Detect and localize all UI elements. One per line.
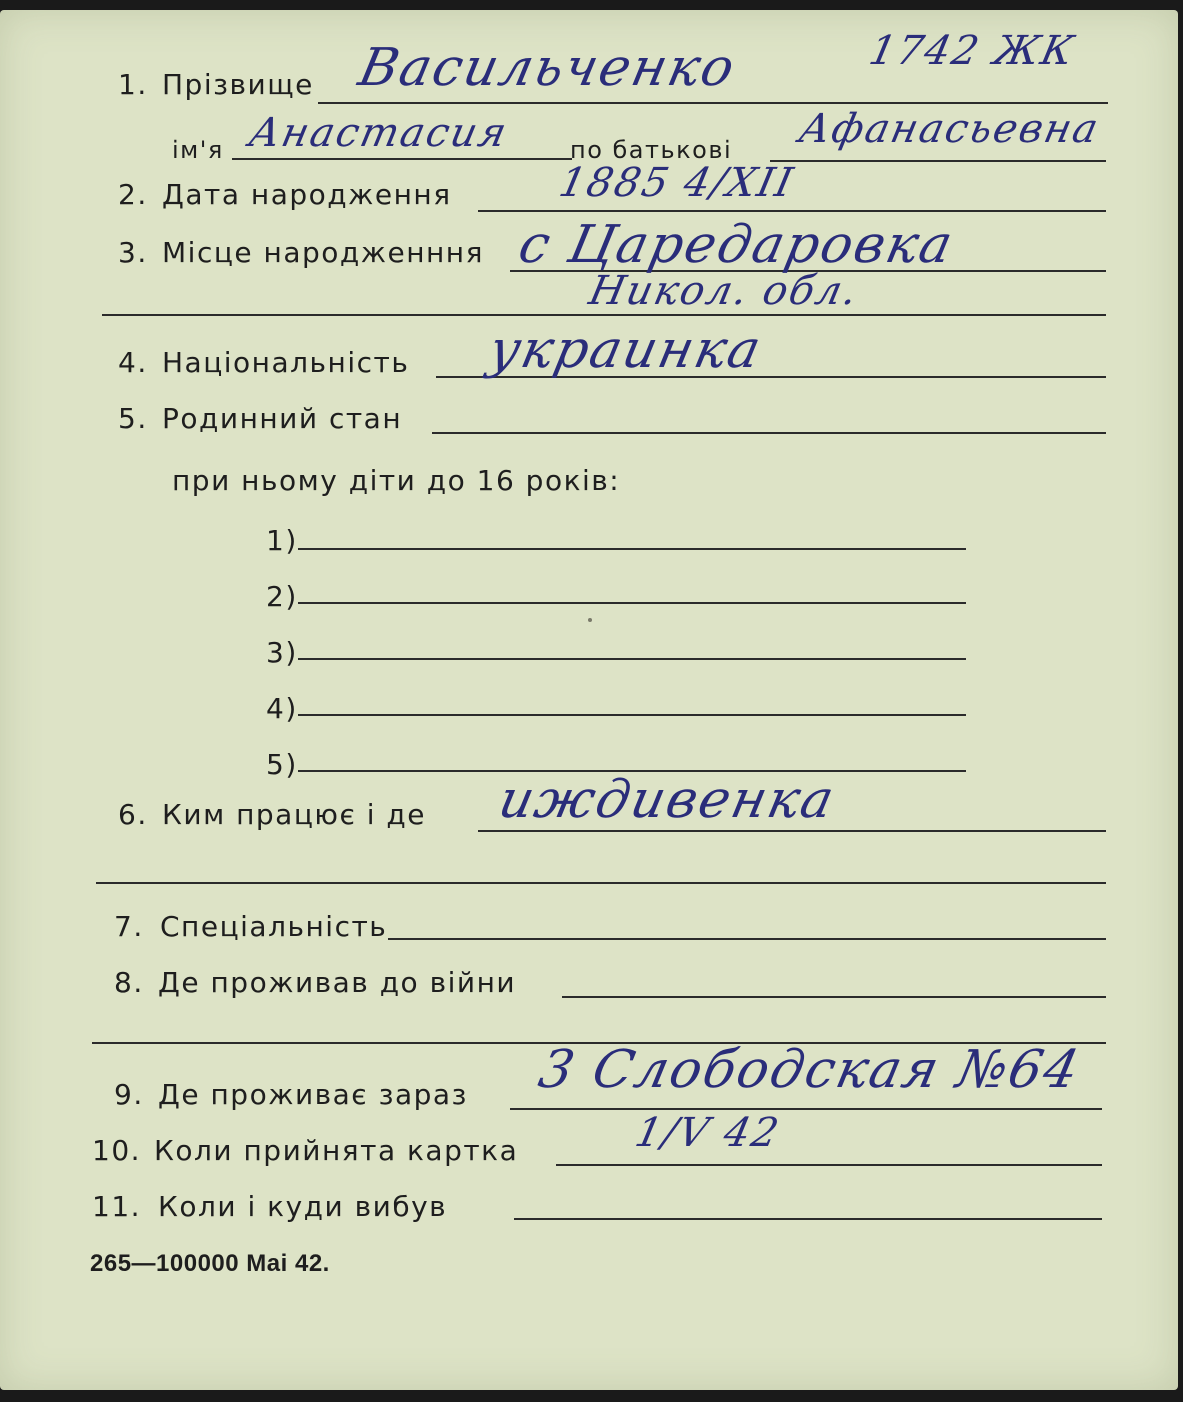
field-7-number: 7. bbox=[114, 910, 144, 943]
prewar-residence-line bbox=[562, 996, 1106, 998]
current-residence-label: Де проживає зараз bbox=[158, 1078, 468, 1111]
field-2-number: 2. bbox=[118, 178, 148, 211]
occupation-line bbox=[478, 830, 1106, 832]
field-5-number: 5. bbox=[118, 402, 148, 435]
departure-label: Коли і куди вибув bbox=[158, 1190, 448, 1223]
occupation-line-2 bbox=[96, 882, 1106, 884]
child-1-number: 1) bbox=[266, 524, 298, 557]
child-2-line bbox=[298, 602, 966, 604]
patronymic-value: Афанасьевна bbox=[795, 106, 1104, 152]
marital-line bbox=[432, 432, 1106, 434]
field-4-number: 4. bbox=[118, 346, 148, 379]
field-3-number: 3. bbox=[118, 236, 148, 269]
child-5-number: 5) bbox=[266, 748, 298, 781]
current-residence-line bbox=[510, 1108, 1102, 1110]
nationality-label: Національність bbox=[162, 346, 410, 379]
card-accepted-line bbox=[556, 1164, 1102, 1166]
child-3-line bbox=[298, 658, 966, 660]
birthplace-value-2: Никол. обл. bbox=[585, 268, 864, 314]
specialty-label: Спеціальність bbox=[160, 910, 388, 943]
field-9-number: 9. bbox=[114, 1078, 144, 1111]
field-6-number: 6. bbox=[118, 798, 148, 831]
children-label: при ньому діти до 16 років: bbox=[172, 464, 621, 497]
print-code: 265—100000 Mai 42. bbox=[90, 1250, 330, 1277]
birthplace-label: Місце народженння bbox=[162, 236, 484, 269]
patronymic-line bbox=[770, 160, 1106, 162]
name-line bbox=[232, 158, 572, 160]
specialty-line bbox=[388, 938, 1106, 940]
field-10-number: 10. bbox=[92, 1134, 142, 1167]
patronymic-label: по батькові bbox=[570, 136, 733, 164]
birthplace-line-2 bbox=[102, 314, 1106, 316]
occupation-label: Ким працює і де bbox=[162, 798, 426, 831]
surname-line bbox=[318, 102, 1108, 104]
card-code: 1742 ЖК bbox=[865, 28, 1080, 74]
child-2-number: 2) bbox=[266, 580, 298, 613]
card-accepted-value: 1/V 42 bbox=[631, 1110, 785, 1156]
birthplace-value: с Царедаровка bbox=[513, 215, 960, 275]
child-4-number: 4) bbox=[266, 692, 298, 725]
nationality-value: украинка bbox=[483, 320, 768, 380]
registration-card bbox=[0, 10, 1178, 1390]
prewar-residence-label: Де проживав до війни bbox=[158, 966, 517, 999]
occupation-value: иждивенка bbox=[493, 770, 841, 830]
card-accepted-label: Коли прийнята картка bbox=[154, 1134, 519, 1167]
field-11-number: 11. bbox=[92, 1190, 142, 1223]
surname-label: Прізвище bbox=[162, 68, 314, 101]
name-label: ім'я bbox=[172, 136, 224, 164]
surname-value: Васильченко bbox=[353, 38, 742, 98]
departure-line bbox=[514, 1218, 1102, 1220]
field-8-number: 8. bbox=[114, 966, 144, 999]
field-1-number: 1. bbox=[118, 68, 148, 101]
child-1-line bbox=[298, 548, 966, 550]
birthdate-label: Дата народження bbox=[162, 178, 452, 211]
child-3-number: 3) bbox=[266, 636, 298, 669]
child-4-line bbox=[298, 714, 966, 716]
paper-spot bbox=[588, 618, 592, 622]
name-value: Анастасия bbox=[245, 110, 513, 156]
birthdate-value: 1885 4/XII bbox=[555, 160, 799, 206]
current-residence-value: 3 Слободская №64 bbox=[533, 1040, 1086, 1100]
birthdate-line bbox=[478, 210, 1106, 212]
marital-label: Родинний стан bbox=[162, 402, 403, 435]
